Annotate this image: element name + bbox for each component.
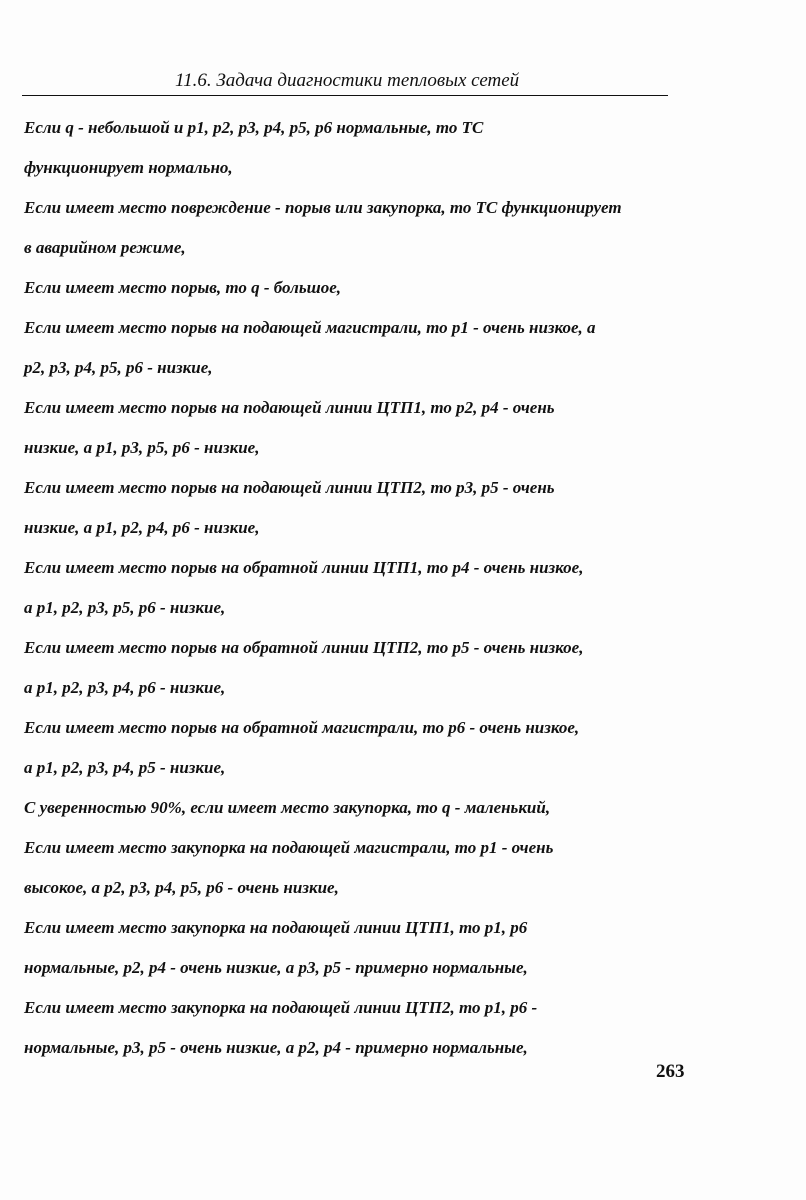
rule-text-line: а p1, p2, p3, p4, p5 - низкие, <box>24 758 226 777</box>
rule-item <box>24 468 684 548</box>
rule-text-line: нормальные, p2, p4 - очень низкие, а p3, p5 - примерно нормальные, <box>24 958 528 977</box>
rule-item <box>24 828 684 908</box>
running-header: 11.6. Задача диагностики тепловых сетей <box>175 70 520 91</box>
rule-text-line: Если имеет место порыв на обратной линии ЦТП1, то p4 - очень низкое, <box>24 558 584 577</box>
header-divider <box>22 95 668 96</box>
rule-item <box>24 628 684 708</box>
rule-text-line: С уверенностью 90%, если имеет место закупорка, то q - маленький, <box>24 798 551 817</box>
rule-item <box>24 268 684 308</box>
rule-text-line: низкие, а p1, p3, p5, p6 - низкие, <box>24 438 260 457</box>
rule-item <box>24 908 684 988</box>
rule-text-line: Если имеет место порыв на подающей линии ЦТП1, то p2, p4 - очень <box>24 398 555 417</box>
rule-text-line: Если имеет место закупорка на подающей линии ЦТП1, то p1, p6 <box>24 918 528 937</box>
rule-text-line: Если имеет место закупорка на подающей магистрали, то p1 - очень <box>24 838 554 857</box>
rule-item <box>24 548 684 628</box>
rule-text-line: высокое, а p2, p3, p4, p5, p6 - очень низкие, <box>24 878 339 897</box>
rule-item <box>24 708 684 788</box>
rule-item <box>24 188 684 268</box>
rule-text-line: Если q - небольшой и p1, p2, p3, p4, p5, p6 нормальные, то TC <box>24 118 484 137</box>
rule-text-line: а p1, p2, p3, p4, p6 - низкие, <box>24 678 226 697</box>
rules-list <box>24 108 684 1068</box>
rule-text-line: нормальные, p3, p5 - очень низкие, а p2, p4 - примерно нормальные, <box>24 1038 528 1057</box>
rule-item <box>24 388 684 468</box>
rule-text-line: а p1, p2, p3, p5, p6 - низкие, <box>24 598 226 617</box>
rule-item <box>24 988 684 1068</box>
rule-item <box>24 108 684 188</box>
rule-text-line: Если имеет место порыв на обратной линии ЦТП2, то p5 - очень низкое, <box>24 638 584 657</box>
rule-item <box>24 788 684 828</box>
rule-text-line: Если имеет место порыв, то q - большое, <box>24 278 342 297</box>
rule-text-line: p2, p3, p4, p5, p6 - низкие, <box>24 358 213 377</box>
rule-text-line: в аварийном режиме, <box>24 238 186 257</box>
rule-text-line: Если имеет место закупорка на подающей линии ЦТП2, то p1, p6 - <box>24 998 538 1017</box>
rule-text-line: Если имеет место повреждение - порыв или закупорка, то TC функционирует <box>24 198 622 217</box>
rule-item <box>24 308 684 388</box>
rule-text-line: функционирует нормально, <box>24 158 233 177</box>
rule-text-line: низкие, а p1, p2, p4, p6 - низкие, <box>24 518 260 537</box>
rule-text-line: Если имеет место порыв на обратной магистрали, то p6 - очень низкое, <box>24 718 580 737</box>
page-number: 263 <box>656 1061 685 1082</box>
rule-text-line: Если имеет место порыв на подающей линии ЦТП2, то p3, p5 - очень <box>24 478 555 497</box>
rule-text-line: Если имеет место порыв на подающей магистрали, то p1 - очень низкое, а <box>24 318 596 337</box>
